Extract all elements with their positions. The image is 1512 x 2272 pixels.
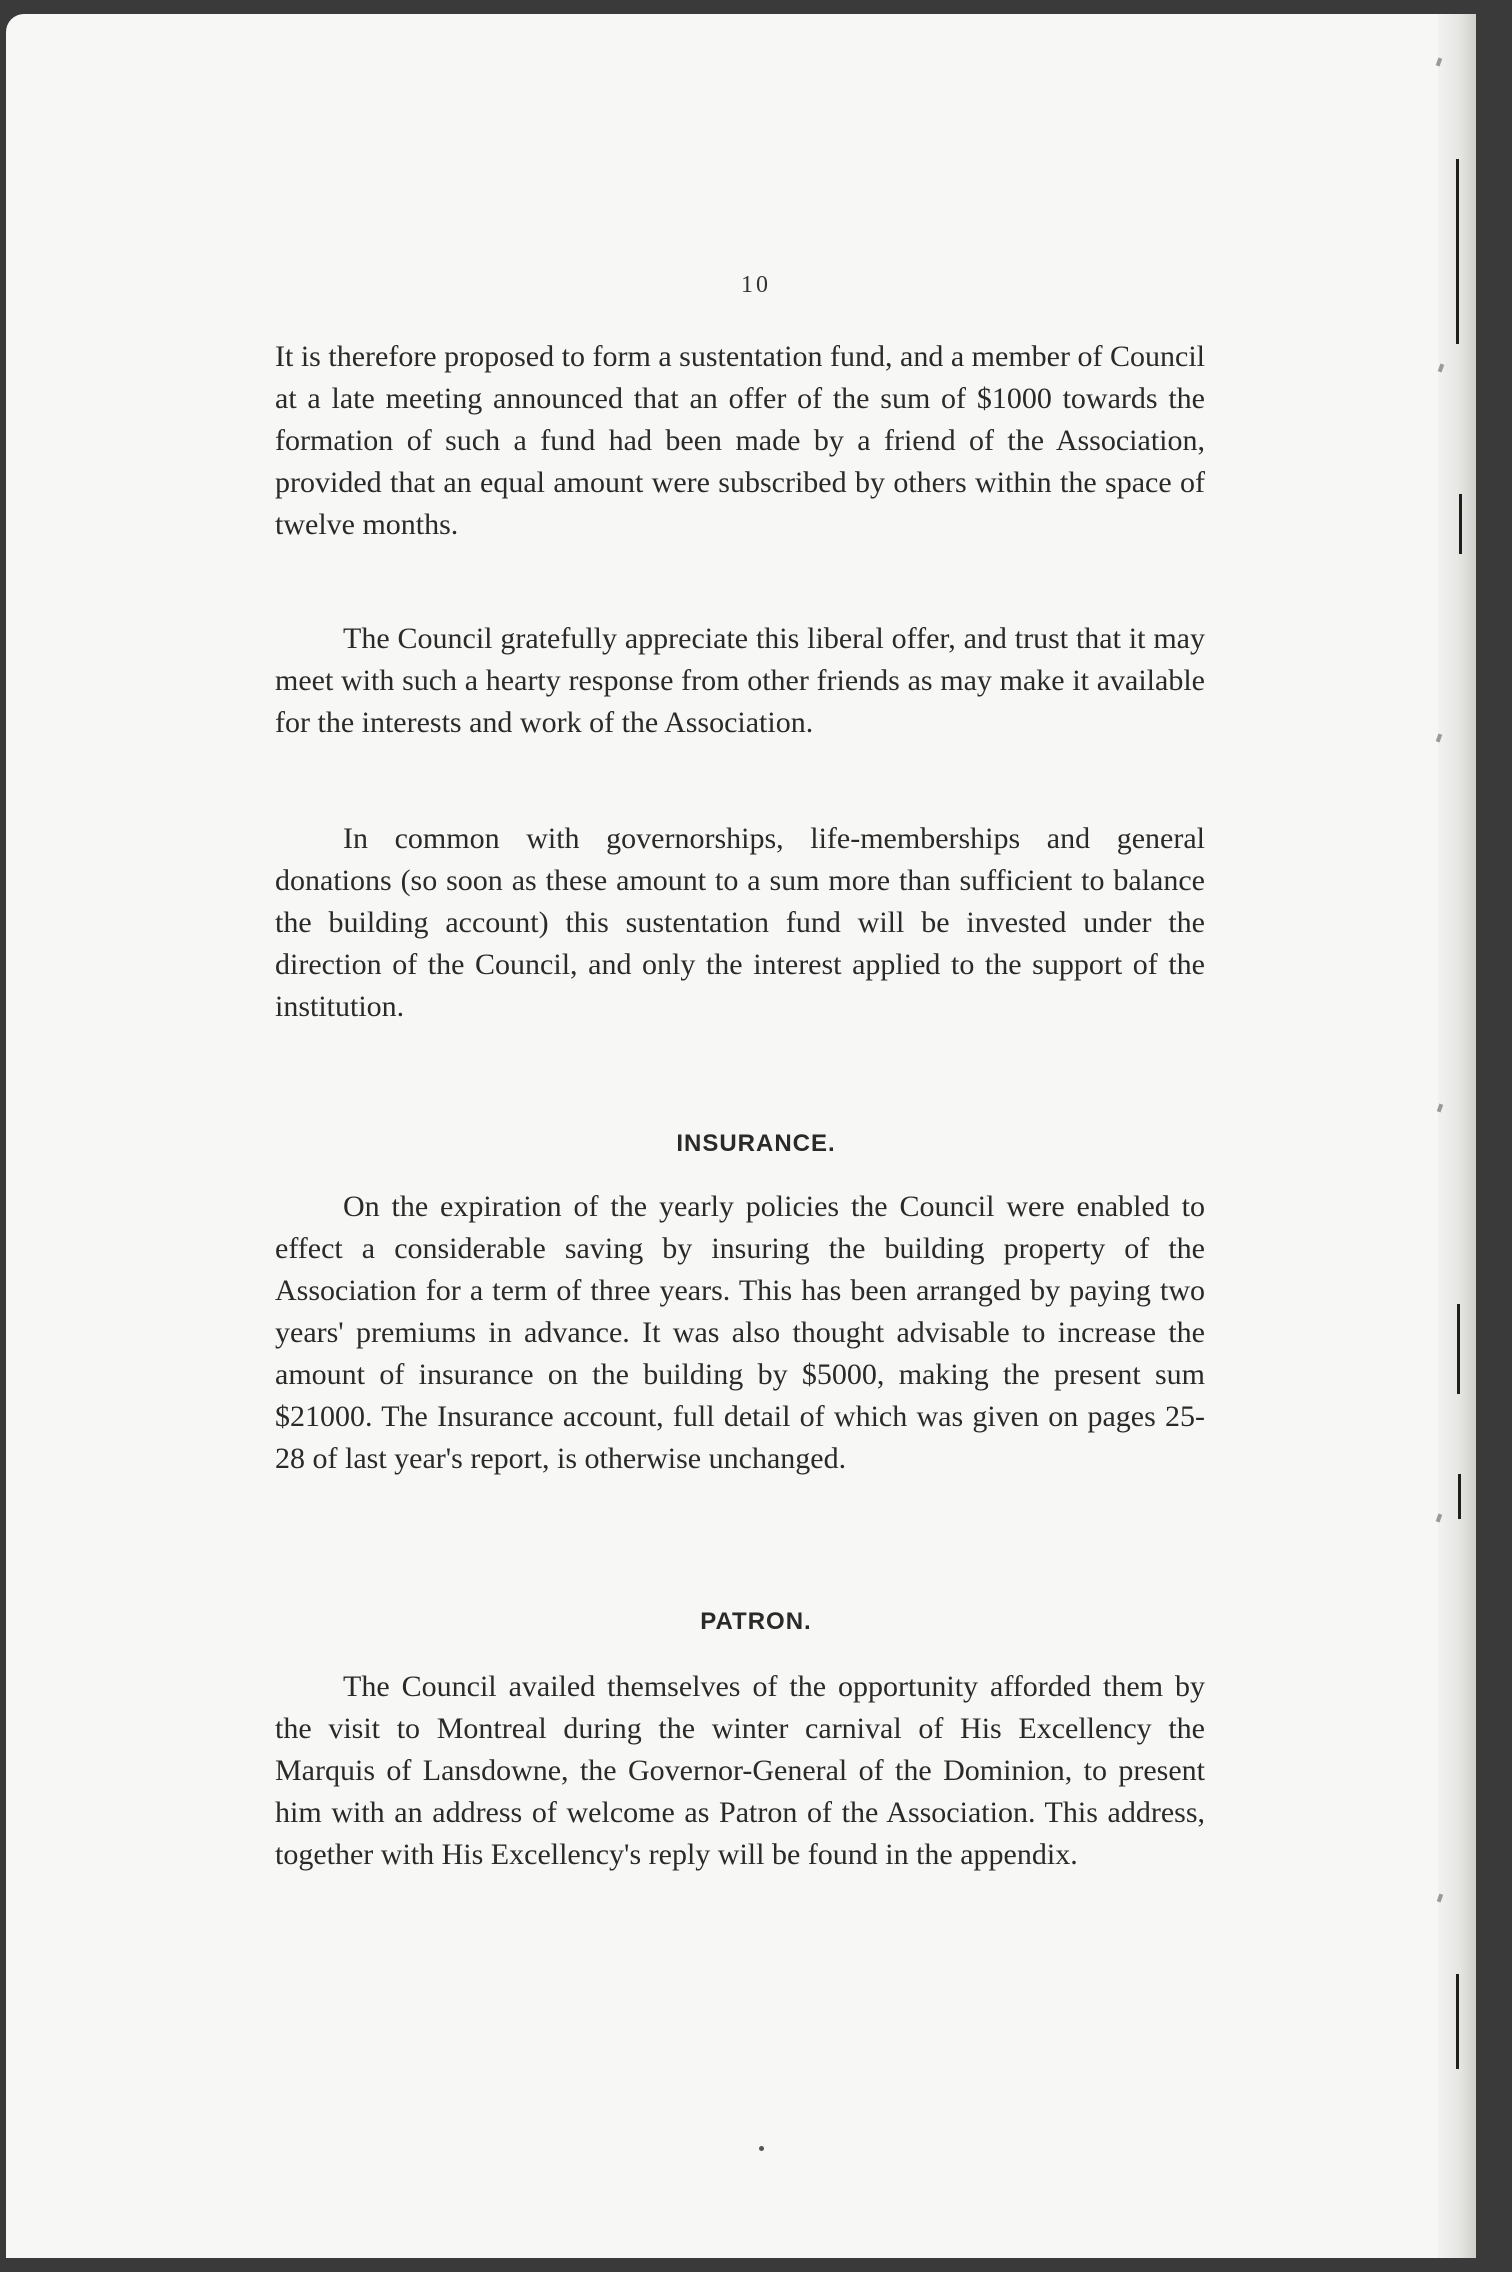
section-heading-insurance: INSURANCE. — [676, 1130, 836, 1157]
sustentation-paragraph — [275, 818, 1205, 1028]
paragraph-text: In common with governorships, life-memberships and general donations (so soon as these amount to a sum more than sufficient to balance the building account) this sustentation fund will be invested under the direction of the Council, and only the interest applied to the support of the institution. — [275, 822, 1205, 1023]
ink-speck — [759, 2146, 764, 2151]
paragraph-text: The Council gratefully appreciate this liberal offer, and trust that it may meet with such a hearty response from other friends as may make it available for the interests and work of the Association. — [275, 622, 1205, 739]
intro-paragraph — [275, 336, 1205, 546]
paragraph-text: The Council availed themselves of the opportunity afforded them by the visit to Montreal during the winter carnival of His Excellency the Marquis of Lansdowne, the Governor-General of the Dominion, to present him with an address of welcome as Patron of the Association. This address, together with His Excellency's reply will be found in the appendix. — [275, 1670, 1205, 1871]
paragraph-text: It is therefore proposed to form a sustentation fund, and a member of Council at a late meeting announced that an offer of the sum of $1000 towards the formation of such a fund had been made by a friend of the Association, provided that an equal amount were subscribed by others within the space of twelve months. — [275, 340, 1205, 541]
edge-mark — [1457, 1304, 1460, 1394]
section-heading-patron: PATRON. — [700, 1608, 812, 1635]
insurance-paragraph — [275, 1186, 1205, 1480]
council-paragraph — [275, 618, 1205, 744]
page-number: 10 — [741, 272, 771, 298]
edge-mark — [1456, 1974, 1459, 2069]
edge-mark — [1459, 494, 1462, 554]
edge-mark — [1458, 1474, 1461, 1519]
patron-paragraph — [275, 1666, 1205, 1876]
paragraph-text: On the expiration of the yearly policies the Council were enabled to effect a considerable saving by insuring the building property of the Association for a term of three years. This has been arranged by paying two years' premiums in advance. It was also thought advisable to increase the amount of insurance on the building by $5000, making the present sum $21000. The Insurance account, full detail of which was given on pages 25-28 of last year's report, is otherwise unchanged. — [275, 1190, 1205, 1475]
edge-mark — [1456, 159, 1459, 344]
